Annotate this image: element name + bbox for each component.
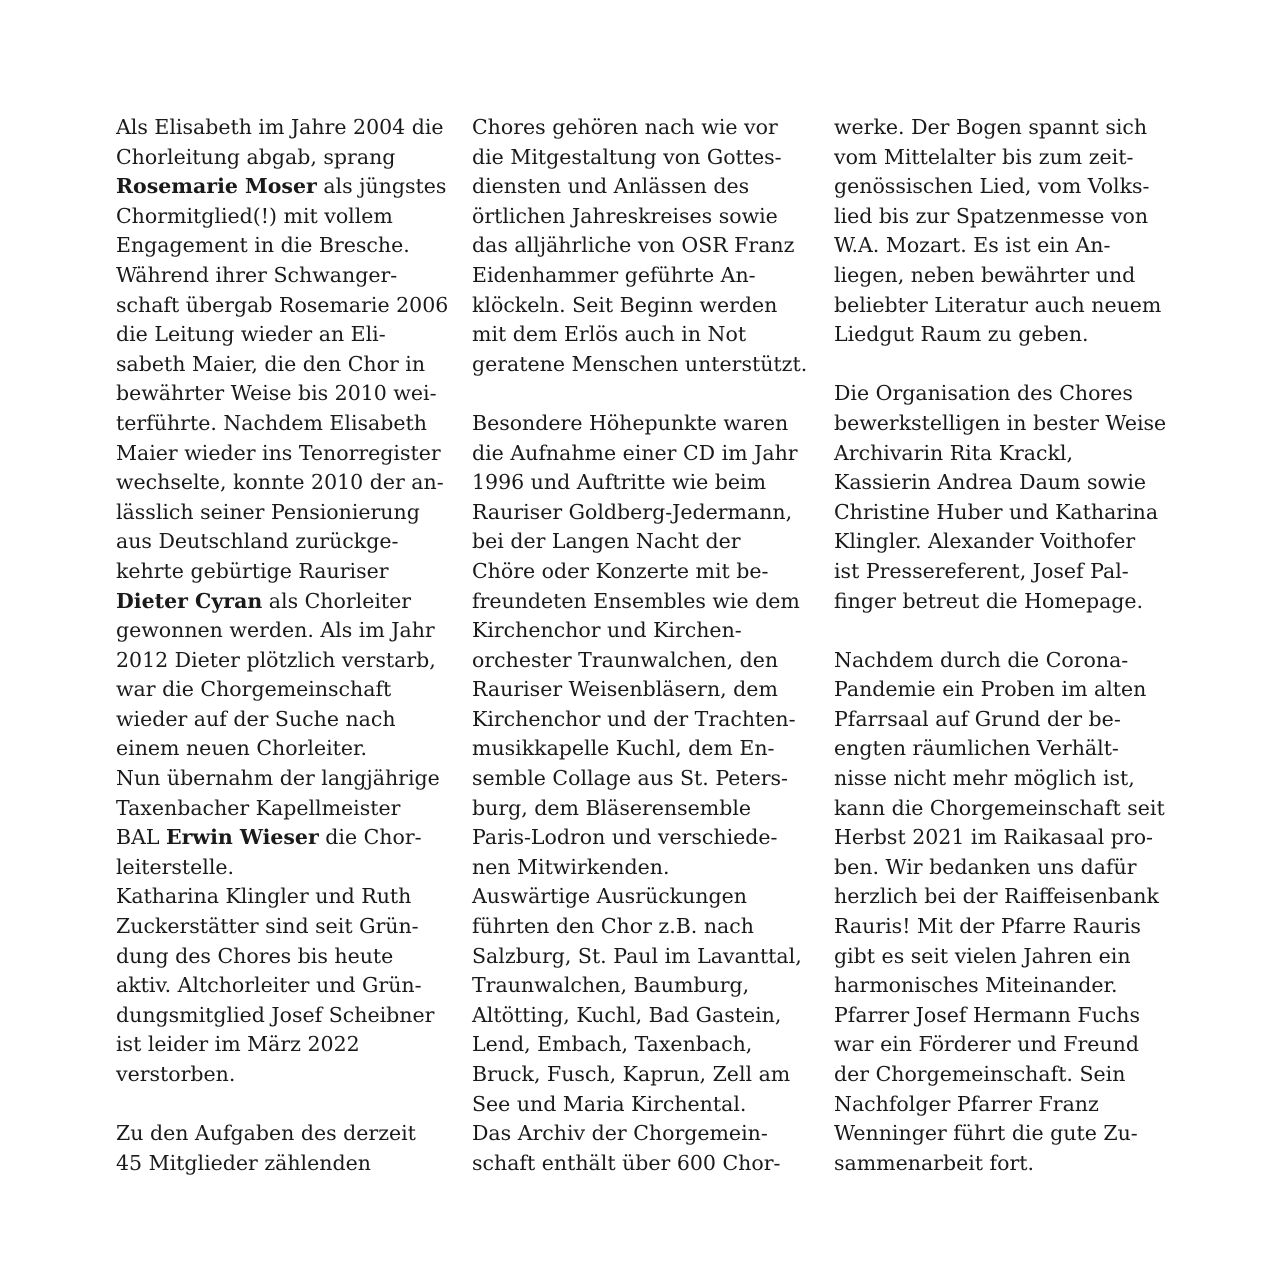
text-line	[472, 616, 807, 646]
text-run: lied bis zur Spatzenmesse von	[834, 203, 1149, 228]
text-run: Als Elisabeth im Jahre 2004 die	[116, 115, 444, 139]
text-line	[116, 794, 448, 824]
text-run: wieder auf der Suche nach	[116, 706, 396, 731]
text-line	[834, 942, 1166, 972]
text-run: sammenarbeit fort.	[834, 1150, 1035, 1175]
text-line	[116, 291, 448, 321]
text-line	[472, 942, 807, 972]
text-line	[116, 231, 448, 261]
text-line	[472, 143, 807, 173]
text-line	[834, 823, 1166, 853]
text-line	[834, 261, 1166, 291]
text-line	[116, 882, 448, 912]
text-line	[834, 971, 1166, 1001]
paragraph-gap	[834, 350, 1166, 380]
text-line	[116, 498, 448, 528]
text-run: bewerkstelligen in bester Weise	[834, 410, 1167, 435]
text-run: Chores gehören nach wie vor	[472, 115, 778, 139]
text-line	[116, 853, 448, 883]
text-line	[116, 320, 448, 350]
text-run: Bruck, Fusch, Kaprun, Zell am	[472, 1062, 791, 1086]
text-run: beliebter Literatur auch neuem	[834, 292, 1162, 317]
text-run: Archivarin Rita Krackl,	[834, 440, 1074, 465]
text-run: herzlich bei der Raiffeisenbank	[834, 884, 1159, 909]
text-run: burg, dem Bläserensemble	[472, 795, 752, 820]
text-line	[472, 557, 807, 587]
text-run: bewährter Weise bis 2010 wei-	[116, 381, 437, 406]
text-line	[116, 587, 448, 617]
text-run: Pandemie ein Proben im alten	[834, 677, 1147, 702]
text-line	[834, 231, 1166, 261]
text-line	[472, 823, 807, 853]
text-line	[834, 468, 1166, 498]
text-run: Besondere Höhepunkte waren	[472, 410, 789, 435]
text-line	[116, 1001, 448, 1031]
text-run: Kirchenchor und Kirchen-	[472, 618, 742, 643]
text-line	[834, 1060, 1166, 1090]
text-run: klöckeln. Seit Beginn werden	[472, 292, 778, 317]
text-line	[116, 1030, 448, 1060]
text-run: Salzburg, St. Paul im Lavanttal,	[472, 943, 802, 968]
text-line	[116, 261, 448, 291]
text-line	[472, 350, 807, 380]
text-run: Engagement in die Bresche.	[116, 233, 410, 258]
text-line	[116, 557, 448, 587]
text-line	[116, 113, 448, 143]
text-line	[472, 705, 807, 735]
text-line	[472, 1090, 807, 1120]
text-run: Nachdem durch die Corona-	[834, 647, 1129, 672]
text-run: die Chor-	[318, 825, 422, 850]
text-line	[472, 172, 807, 202]
text-line	[472, 853, 807, 883]
text-line	[472, 794, 807, 824]
text-run: Kirchenchor und der Trachten-	[472, 706, 796, 731]
text-line	[116, 379, 448, 409]
text-line	[472, 439, 807, 469]
text-run: BAL	[116, 825, 166, 850]
text-line	[116, 823, 448, 853]
text-column-1	[116, 113, 448, 1178]
text-line	[472, 971, 807, 1001]
bold-name: Dieter Cyran	[116, 588, 263, 613]
text-run: wechselte, konnte 2010 der an-	[116, 470, 444, 495]
text-run: aktiv. Altchorleiter und Grün-	[116, 973, 422, 998]
text-run: Rauriser Weisenbläsern, dem	[472, 677, 778, 702]
bold-name: Erwin Wieser	[166, 825, 319, 850]
text-run: schaft enthält über 600 Chor-	[472, 1150, 781, 1175]
text-line	[116, 439, 448, 469]
text-run: das alljährliche von OSR Franz	[472, 233, 795, 258]
text-run: Pfarrer Josef Hermann Fuchs	[834, 1002, 1140, 1027]
text-line	[834, 675, 1166, 705]
text-run: Chormitglied(!) mit vollem	[116, 203, 393, 228]
text-line	[834, 439, 1166, 469]
text-line	[116, 675, 448, 705]
text-line	[834, 1001, 1166, 1031]
text-run: die Leitung wieder an Eli-	[116, 322, 386, 347]
text-line	[472, 646, 807, 676]
text-line	[834, 646, 1166, 676]
text-run: Rauriser Goldberg-Jedermann,	[472, 499, 793, 524]
text-run: liegen, neben bewährter und	[834, 262, 1136, 287]
text-run: See und Maria Kirchental.	[472, 1091, 747, 1116]
text-line	[834, 853, 1166, 883]
text-line	[116, 350, 448, 380]
text-line	[834, 291, 1166, 321]
text-run: war ein Förderer und Freund	[834, 1032, 1139, 1057]
text-line	[116, 646, 448, 676]
text-run: gibt es seit vielen Jahren ein	[834, 943, 1131, 968]
text-run: Die Organisation des Chores	[834, 381, 1133, 406]
text-run: finger betreut die Homepage.	[834, 588, 1144, 613]
text-run: aus Deutschland zurückge-	[116, 529, 399, 554]
text-column-3	[834, 113, 1166, 1178]
text-run: lässlich seiner Pensionierung	[116, 499, 420, 524]
text-line	[116, 143, 448, 173]
text-run: W.A. Mozart. Es ist ein An-	[834, 233, 1111, 258]
text-run: Wenninger führt die gute Zu-	[834, 1121, 1138, 1146]
text-run: Zu den Aufgaben des derzeit	[116, 1121, 416, 1146]
text-line	[834, 557, 1166, 587]
text-line	[472, 587, 807, 617]
text-run: Eidenhammer geführte An-	[472, 262, 756, 287]
text-line	[116, 971, 448, 1001]
text-line	[472, 261, 807, 291]
text-run: Zuckerstätter sind seit Grün-	[116, 914, 419, 939]
text-line	[472, 113, 807, 143]
text-run: einem neuen Chorleiter.	[116, 736, 368, 761]
text-run: 2012 Dieter plötzlich verstarb,	[116, 647, 436, 672]
text-run: leiterstelle.	[116, 854, 235, 879]
text-line	[834, 882, 1166, 912]
text-run: semble Collage aus St. Peters-	[472, 766, 788, 791]
text-run: nen Mitwirkenden.	[472, 854, 670, 879]
text-run: bei der Langen Nacht der	[472, 529, 741, 554]
text-line	[472, 764, 807, 794]
text-run: Rauris! Mit der Pfarre Rauris	[834, 914, 1141, 939]
text-run: Katharina Klingler und Ruth	[116, 884, 412, 909]
text-run: der Chorgemeinschaft. Sein	[834, 1062, 1126, 1086]
text-line	[116, 734, 448, 764]
text-line	[472, 1030, 807, 1060]
text-line	[472, 527, 807, 557]
text-line	[472, 1001, 807, 1031]
text-line	[116, 202, 448, 232]
text-line	[472, 882, 807, 912]
text-line	[116, 172, 448, 202]
text-run: harmonisches Miteinander.	[834, 973, 1118, 998]
text-run: nisse nicht mehr möglich ist,	[834, 766, 1135, 791]
text-line	[834, 498, 1166, 528]
text-line	[834, 202, 1166, 232]
text-run: 1996 und Auftritte wie beim	[472, 470, 767, 495]
text-line	[834, 113, 1166, 143]
text-run: Maier wieder ins Tenorregister	[116, 440, 441, 465]
text-run: schaft übergab Rosemarie 2006	[116, 292, 449, 317]
text-run: ben. Wir bedanken uns dafür	[834, 854, 1137, 879]
text-run: ist Pressereferent, Josef Pal-	[834, 558, 1129, 583]
text-line	[116, 705, 448, 735]
text-run: ist leider im März 2022	[116, 1032, 360, 1057]
text-run: die Aufnahme einer CD im Jahr	[472, 440, 798, 465]
text-run: Liedgut Raum zu geben.	[834, 322, 1089, 347]
text-run: orchester Traunwalchen, den	[472, 647, 779, 672]
text-line	[472, 291, 807, 321]
text-line	[116, 1149, 448, 1179]
text-run: Traunwalchen, Baumburg,	[472, 973, 750, 998]
text-line	[116, 616, 448, 646]
text-line	[116, 468, 448, 498]
text-line	[834, 1149, 1166, 1179]
text-line	[472, 912, 807, 942]
text-run: Klingler. Alexander Voithofer	[834, 529, 1136, 554]
text-run: Kassierin Andrea Daum sowie	[834, 470, 1147, 495]
text-line	[834, 764, 1166, 794]
text-run: Nun übernahm der langjährige	[116, 766, 440, 791]
text-run: 45 Mitglieder zählenden	[116, 1150, 371, 1175]
text-run: als Chorleiter	[262, 588, 412, 613]
text-run: Das Archiv der Chorgemein-	[472, 1121, 768, 1146]
text-line	[472, 1149, 807, 1179]
text-run: Auswärtige Ausrückungen	[472, 884, 747, 909]
text-line	[834, 1030, 1166, 1060]
text-line	[834, 527, 1166, 557]
text-line	[116, 764, 448, 794]
text-run: als jüngstes	[316, 174, 447, 199]
text-line	[834, 794, 1166, 824]
text-line	[116, 1060, 448, 1090]
text-line	[834, 912, 1166, 942]
text-run: Altötting, Kuchl, Bad Gastein,	[472, 1002, 782, 1027]
text-line	[834, 172, 1166, 202]
text-run: war die Chorgemeinschaft	[116, 677, 392, 702]
text-run: werke. Der Bogen spannt sich	[834, 115, 1148, 139]
text-run: freundeten Ensembles wie dem	[472, 588, 800, 613]
text-run: örtlichen Jahreskreises sowie	[472, 203, 778, 228]
bold-name: Rosemarie Moser	[116, 174, 317, 199]
text-line	[834, 734, 1166, 764]
text-run: Nachfolger Pfarrer Franz	[834, 1091, 1099, 1116]
text-line	[834, 705, 1166, 735]
text-line	[472, 498, 807, 528]
text-run: verstorben.	[116, 1062, 236, 1086]
paragraph-gap	[472, 379, 807, 409]
text-run: Während ihrer Schwanger-	[116, 262, 398, 287]
text-run: geratene Menschen unterstützt.	[472, 351, 808, 376]
text-run: kehrte gebürtige Rauriser	[116, 558, 389, 583]
text-run: sabeth Maier, die den Chor in	[116, 351, 426, 376]
text-line	[472, 1060, 807, 1090]
text-line	[116, 1119, 448, 1149]
text-run: vom Mittelalter bis zum zeit-	[834, 144, 1134, 169]
text-run: Paris-Lodron und verschiede-	[472, 825, 778, 850]
text-run: Pfarrsaal auf Grund der be-	[834, 706, 1121, 731]
text-line	[116, 527, 448, 557]
text-run: mit dem Erlös auch in Not	[472, 322, 747, 347]
text-run: die Mitgestaltung von Gottes-	[472, 144, 782, 169]
text-line	[834, 143, 1166, 173]
text-line	[472, 734, 807, 764]
text-line	[472, 675, 807, 705]
text-line	[116, 942, 448, 972]
text-run: Chöre oder Konzerte mit be-	[472, 558, 769, 583]
text-run: führten den Chor z.B. nach	[472, 914, 754, 939]
text-run: genössischen Lied, vom Volks-	[834, 174, 1150, 199]
text-line	[472, 231, 807, 261]
text-line	[472, 320, 807, 350]
text-line	[116, 409, 448, 439]
text-column-2	[472, 113, 807, 1178]
text-run: musikkapelle Kuchl, dem En-	[472, 736, 775, 761]
text-run: dung des Chores bis heute	[116, 943, 394, 968]
text-line	[472, 1119, 807, 1149]
text-run: diensten und Anlässen des	[472, 174, 750, 199]
text-run: Herbst 2021 im Raikasaal pro-	[834, 825, 1153, 850]
text-run: engten räumlichen Verhält-	[834, 736, 1119, 761]
paragraph-gap	[834, 616, 1166, 646]
text-line	[834, 320, 1166, 350]
text-line	[116, 912, 448, 942]
text-run: dungsmitglied Josef Scheibner	[116, 1002, 435, 1027]
text-line	[834, 587, 1166, 617]
text-line	[472, 202, 807, 232]
text-line	[834, 1119, 1166, 1149]
text-run: terführte. Nachdem Elisabeth	[116, 410, 427, 435]
text-run: gewonnen werden. Als im Jahr	[116, 618, 435, 643]
text-run: Taxenbacher Kapellmeister	[116, 795, 401, 820]
text-line	[472, 409, 807, 439]
text-line	[834, 379, 1166, 409]
text-line	[834, 1090, 1166, 1120]
text-line	[834, 409, 1166, 439]
paragraph-gap	[116, 1090, 448, 1120]
text-run: Lend, Embach, Taxenbach,	[472, 1032, 753, 1057]
text-run: Christine Huber und Katharina	[834, 499, 1159, 524]
text-line	[472, 468, 807, 498]
text-run: kann die Chorgemeinschaft seit	[834, 795, 1165, 820]
text-run: Chorleitung abgab, sprang	[116, 144, 396, 169]
